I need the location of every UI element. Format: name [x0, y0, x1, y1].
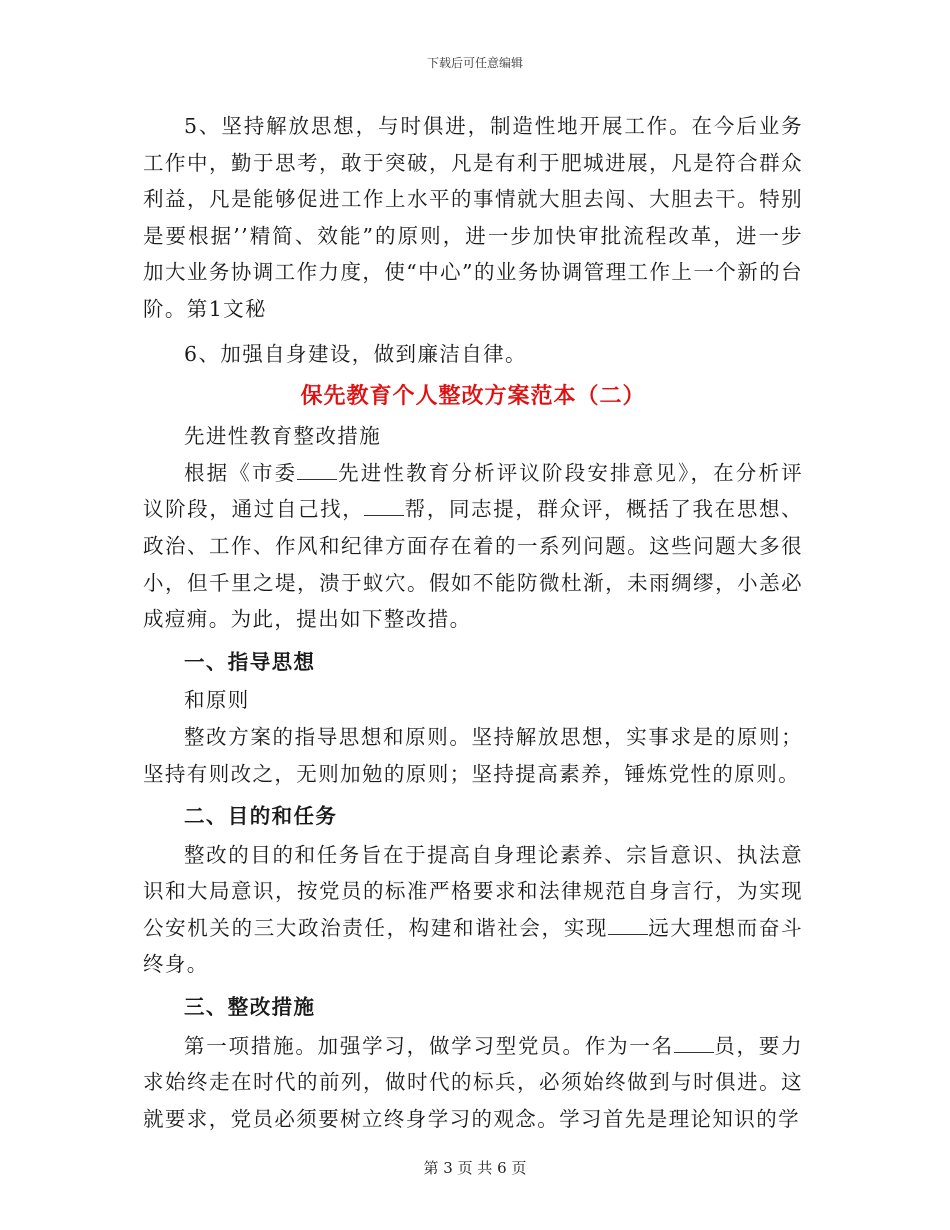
- document-body: [143, 108, 803, 1137]
- section-paragraph-measures: [143, 1028, 803, 1138]
- intro-text-part2: 先进性教育分析评议阶段安排意见》，在分析评议阶段，通过自己找，: [143, 460, 804, 522]
- section-heading-goals: 二、目的和任务: [184, 804, 338, 829]
- blank-line: [297, 463, 337, 480]
- intro-text-part3: 帮，同志提，群众评，概括了我在思想、政治、工作、作风和纪律方面存在着的一系列问题。这些问题大多很小，但千里之堤，溃于蚁穴。假如不能防微杜渐，未雨绸缪，小恙必成痘痈。为此，提出如下整改措。: [143, 497, 804, 632]
- section-paragraph-goals: [143, 837, 803, 983]
- section-heading-measures: 三、整改措施: [184, 995, 316, 1020]
- measures-text-part1: 第一项措施。加强学习，做学习型党员。作为一名: [184, 1033, 674, 1058]
- intro-text-part1: 根据《市委: [184, 460, 298, 485]
- section-subheading-principles: 和原则: [184, 688, 250, 713]
- blank-line: [674, 1036, 714, 1053]
- document-title: 保先教育个人整改方案范本（二）: [300, 383, 646, 410]
- goals-text-part1: 整改的目的和任务旨在于提高自身理论素养、宗旨意识、执法意识和大局意识，按党员的标准严格要求和法律规范自身言行，为实现公安机关的三大政治责任，构建和谐社会，实现: [143, 842, 803, 940]
- measures-text-part2: 员，要力求始终走在时代的前列，做时代的标兵，必须始终做到与时俱进。这就要求，党员必须要树立终身学习的观念。学习首先是理论知识的学: [143, 1033, 803, 1131]
- intro-label: 先进性教育整改措施: [184, 424, 382, 449]
- page-header: 下载后可任意编辑: [426, 56, 523, 70]
- page-footer: 第 3 页 共 6 页: [423, 1159, 527, 1177]
- section-paragraph-guiding-thought: 整改方案的指导思想和原则。坚持解放思想，实事求是的原则；坚持有则改之，无则加勉的原则；坚持提高素养，锤炼党性的原则。: [143, 724, 803, 786]
- paragraph-item-5: 5、坚持解放思想，与时俱进，制造性地开展工作。在今后业务工作中，勤于思考，敢于突破，凡是有利于肥城进展，凡是符合群众利益，凡是能够促进工作上水平的事情就大胆去闯、大胆去干。特别是要根据’’精简、效能”的原则，进一步加快审批流程改革，进一步加大业务协调工作力度，使“中心”的业务协调管理工作上一个新的台阶。第1文秘: [143, 114, 803, 321]
- section-heading-guiding-thought: 一、指导思想: [184, 649, 316, 674]
- goals-text-part2: 远大理想而奋斗终身。: [143, 915, 803, 977]
- blank-line: [608, 918, 648, 935]
- intro-paragraph: [143, 455, 803, 638]
- blank-line: [364, 499, 404, 516]
- paragraph-item-6: 6、加强自身建设，做到廉洁自律。: [184, 341, 527, 366]
